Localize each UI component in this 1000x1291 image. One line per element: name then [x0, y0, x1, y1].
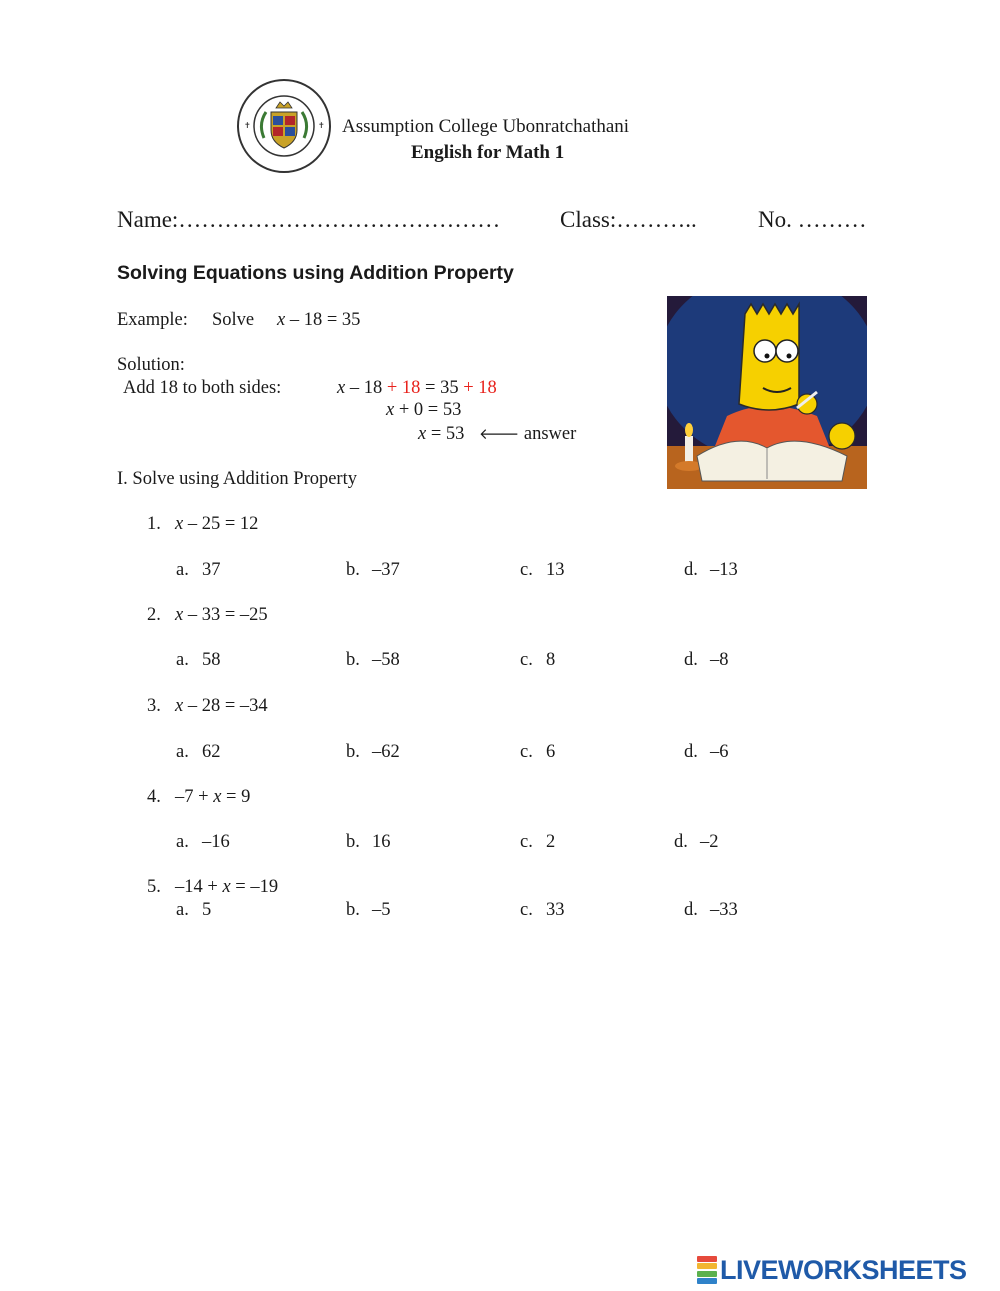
question-variable: x: [175, 605, 184, 625]
solution-answer-note: answer: [523, 424, 577, 444]
school-seal-logo: [236, 78, 332, 174]
example-variable: x: [277, 310, 286, 330]
answer-option-2-c[interactable]: [520, 650, 555, 671]
solution-step-label: Add 18 to both sides:: [123, 378, 282, 398]
question-number: 3.: [147, 696, 161, 716]
option-letter: a.: [176, 832, 189, 852]
option-letter: b.: [346, 900, 360, 920]
answer-option-5-c[interactable]: [520, 900, 565, 921]
answer-option-3-d[interactable]: [684, 742, 729, 763]
option-letter: d.: [684, 650, 698, 670]
example-equation-rest: – 18 = 35: [289, 310, 361, 330]
answer-option-3-a[interactable]: [176, 742, 221, 763]
question-3: [147, 696, 268, 717]
option-letter: c.: [520, 900, 533, 920]
option-letter: c.: [520, 560, 533, 580]
question-equation-suffix: – 33 = –25: [187, 605, 268, 625]
option-letter: d.: [674, 832, 688, 852]
answer-option-1-a[interactable]: [176, 560, 221, 581]
option-letter: a.: [176, 742, 189, 762]
liveworksheets-badge-icon: [697, 1256, 717, 1284]
solution-line-2-rest: + 0 = 53: [398, 400, 462, 420]
solution-line-2: [386, 400, 461, 421]
question-number: 5.: [147, 877, 161, 897]
name-field[interactable]: Name:……………………………………: [117, 207, 501, 232]
svg-text:✝: ✝: [244, 121, 251, 130]
left-arrow-icon: 🡐: [479, 426, 520, 443]
option-letter: b.: [346, 650, 360, 670]
question-number: 1.: [147, 514, 161, 534]
option-letter: a.: [176, 650, 189, 670]
option-letter: c.: [520, 742, 533, 762]
option-letter: b.: [346, 560, 360, 580]
option-value: –33: [710, 900, 738, 920]
answer-option-5-a[interactable]: [176, 900, 211, 921]
liveworksheets-logo: [697, 1253, 967, 1287]
question-variable: x: [213, 787, 222, 807]
answer-option-4-c[interactable]: [520, 832, 555, 853]
answer-option-1-c[interactable]: [520, 560, 565, 581]
option-value: –13: [710, 560, 738, 580]
solution-line-1-added-left: + 18: [386, 378, 421, 398]
question-equation-suffix: – 25 = 12: [187, 514, 259, 534]
solution-label: Solution:: [117, 355, 185, 375]
question-variable: x: [222, 877, 231, 897]
solution-line-3-rest: = 53: [430, 424, 465, 444]
option-value: 13: [546, 560, 565, 580]
answer-option-2-b[interactable]: [346, 650, 400, 671]
question-variable: x: [175, 514, 184, 534]
option-value: 58: [202, 650, 221, 670]
answer-option-4-a[interactable]: [176, 832, 230, 853]
option-letter: a.: [176, 900, 189, 920]
answer-option-2-a[interactable]: [176, 650, 221, 671]
option-value: 2: [546, 832, 556, 852]
question-5: [147, 877, 278, 898]
question-equation-prefix: –7 +: [175, 787, 209, 807]
question-number: 4.: [147, 787, 161, 807]
answer-option-2-d[interactable]: [684, 650, 729, 671]
solution-line-1-b: = 35: [425, 378, 459, 398]
option-value: 5: [202, 900, 212, 920]
solution-line-1-a: – 18: [349, 378, 383, 398]
number-field[interactable]: No. ………: [758, 207, 867, 232]
solution-line-3: [418, 424, 576, 445]
option-value: –5: [372, 900, 391, 920]
answer-option-4-d[interactable]: [674, 832, 719, 853]
question-number: 2.: [147, 605, 161, 625]
solution-line-1: [337, 378, 497, 399]
question-variable: x: [175, 696, 184, 716]
school-name: Assumption College Ubonratchathani: [342, 116, 630, 137]
answer-option-1-d[interactable]: [684, 560, 738, 581]
answer-option-1-b[interactable]: [346, 560, 400, 581]
solution-line-1-variable: x: [337, 378, 346, 398]
option-value: 6: [546, 742, 556, 762]
answer-option-4-b[interactable]: [346, 832, 391, 853]
answer-option-5-d[interactable]: [684, 900, 738, 921]
example-equation: [277, 310, 360, 331]
liveworksheets-wordmark: LIVEWORKSHEETS: [720, 1254, 967, 1285]
solution-line-3-variable: x: [418, 424, 427, 444]
option-value: –37: [372, 560, 400, 580]
question-equation-prefix: –14 +: [175, 877, 218, 897]
solution-line-2-variable: x: [386, 400, 395, 420]
answer-option-3-c[interactable]: [520, 742, 555, 763]
studying-cartoon-image: [667, 296, 867, 489]
option-letter: c.: [520, 650, 533, 670]
option-letter: b.: [346, 742, 360, 762]
option-letter: b.: [346, 832, 360, 852]
answer-option-3-b[interactable]: [346, 742, 400, 763]
option-value: 33: [546, 900, 565, 920]
example-solve-word: Solve: [212, 310, 255, 330]
option-value: –6: [710, 742, 729, 762]
answer-option-5-b[interactable]: [346, 900, 391, 921]
option-letter: d.: [684, 560, 698, 580]
option-value: –8: [710, 650, 729, 670]
course-title: English for Math 1: [411, 142, 565, 163]
option-value: 37: [202, 560, 221, 580]
option-letter: c.: [520, 832, 533, 852]
question-2: [147, 605, 268, 626]
option-value: 62: [202, 742, 221, 762]
option-letter: d.: [684, 742, 698, 762]
class-field[interactable]: Class:………..: [560, 207, 697, 232]
question-equation-suffix: = 9: [226, 787, 251, 807]
question-1: [147, 514, 258, 535]
option-value: –2: [700, 832, 719, 852]
option-value: –58: [372, 650, 400, 670]
question-equation-suffix: – 28 = –34: [187, 696, 268, 716]
option-letter: a.: [176, 560, 189, 580]
question-4: [147, 787, 250, 808]
option-letter: d.: [684, 900, 698, 920]
option-value: 8: [546, 650, 556, 670]
option-value: –62: [372, 742, 400, 762]
example-label: Example:: [117, 310, 188, 330]
question-equation-suffix: = –19: [235, 877, 279, 897]
option-value: –16: [202, 832, 230, 852]
solution-line-1-added-right: + 18: [463, 378, 497, 398]
svg-text:✝: ✝: [318, 121, 325, 130]
worksheet-heading: Solving Equations using Addition Property: [117, 262, 514, 284]
option-value: 16: [372, 832, 391, 852]
section-title: I. Solve using Addition Property: [117, 469, 357, 489]
